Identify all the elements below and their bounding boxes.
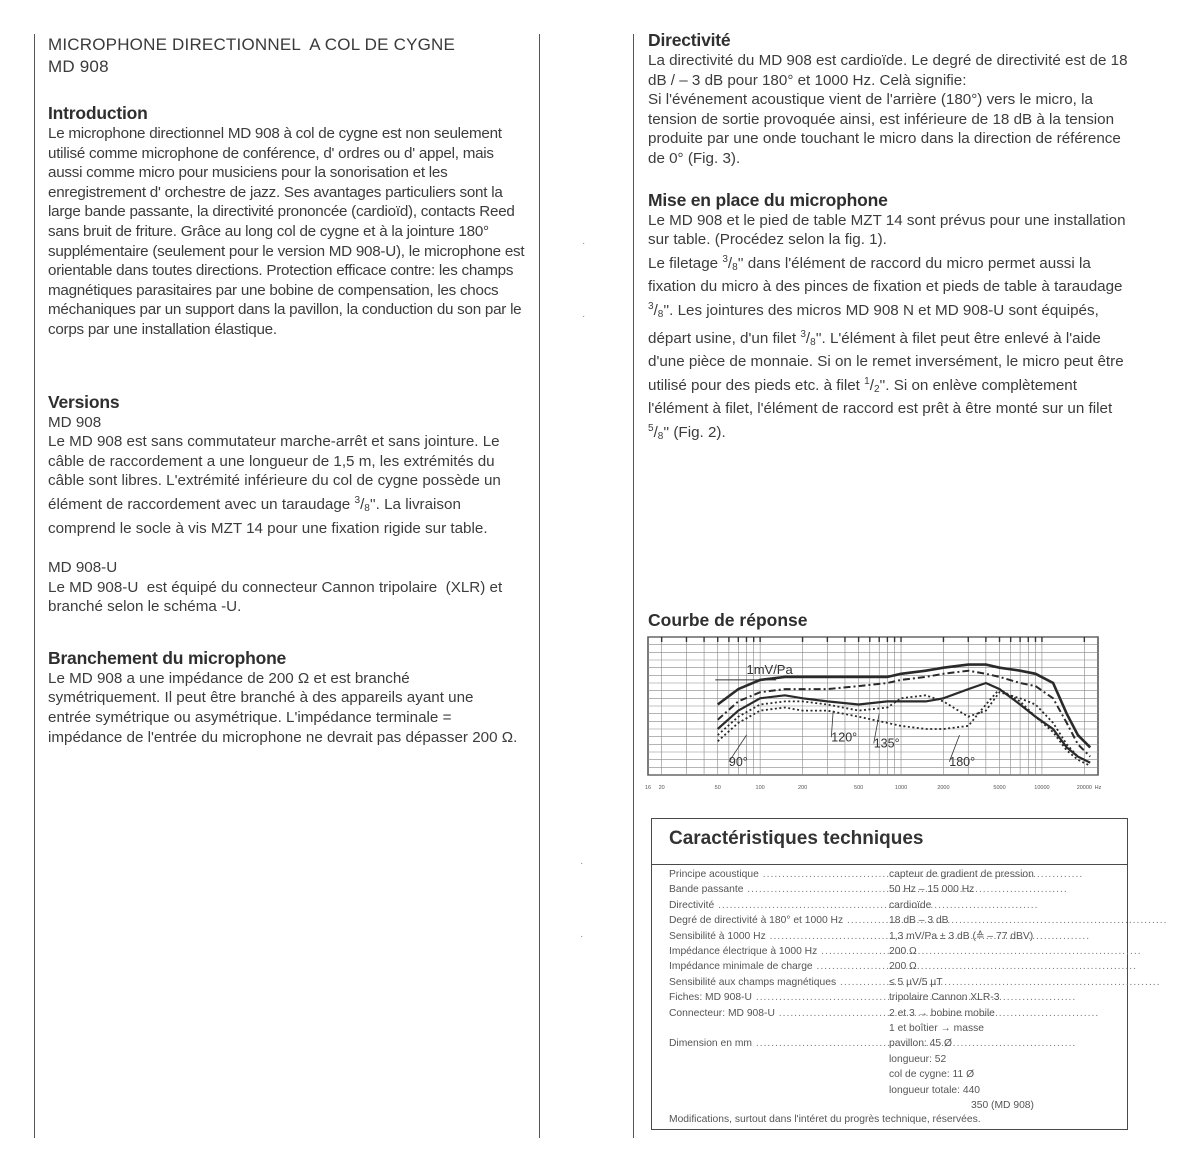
- spec-value: 200 Ω: [889, 961, 917, 973]
- chart-series-label: 180°: [949, 754, 976, 769]
- directivite-text-1: La directivité du MD 908 est cardioïde. Le degré de directivité est de 18 dB / – 3 dB pour 180° et 1000 Hz. Celà signifie:: [648, 52, 1128, 89]
- chart-x-tick-label: 16: [644, 785, 652, 791]
- spec-label: Impédance électrique à 1000 Hz .....: [669, 944, 879, 959]
- specs-divider: [652, 864, 1127, 865]
- directivite-heading: Directivité: [648, 30, 731, 50]
- mise-en-place-heading: Mise en place du microphone: [648, 189, 888, 210]
- chart-x-tick-label: 1000: [894, 785, 908, 791]
- right-column: [648, 29, 1133, 447]
- spec-value: 2 et 3 → bobine mobile: [889, 1007, 995, 1019]
- chart-x-tick-label: Hz: [1094, 785, 1102, 791]
- right-column-rule-left: [633, 34, 634, 1138]
- versions-heading: Versions: [48, 391, 120, 412]
- document-title-line2: MD 908: [48, 57, 109, 76]
- spec-value: pavillon: 45 Ø: [889, 1038, 952, 1050]
- fraction-3-8: $^3$/8: [354, 494, 370, 514]
- specs-title: Caractéristiques techniques: [669, 828, 924, 849]
- chart-x-tick-label: 20: [658, 785, 665, 791]
- introduction-heading: Introduction: [48, 103, 148, 123]
- document-title-line1: MICROPHONE DIRECTIONNEL A COL DE CYGNE: [48, 35, 456, 54]
- spec-label: Impédance minimale de charge .....: [669, 959, 879, 974]
- chart-series-label: 90°: [728, 754, 748, 769]
- gutter-mark: ·: [580, 931, 584, 942]
- branchement-heading: Branchement du microphone: [48, 647, 287, 668]
- spec-value: 200 Ω: [889, 946, 917, 957]
- left-column-rule-left: [34, 34, 35, 1138]
- branchement-text: Le MD 908 a une impédance de 200 Ω et est branché symétriquement. Il peut être branché à des appareils ayant une entrée symétrique ou asymétrique. L'impédance terminale = impédance de l'entrée du microphone ne devrait pas dépasser 200 Ω.: [48, 669, 518, 746]
- spec-value: 18 dB – 3 dB: [889, 915, 949, 927]
- version-md908u-text: Le MD 908-U est équipé du connecteur Cannon tripolaire (XLR) et branché selon le schéma -U.: [48, 578, 511, 616]
- left-column: [48, 34, 528, 747]
- version-md908-name: MD 908: [48, 413, 102, 431]
- spec-value: 1,3 mV/Pa ± 3 dB (≙ – 77 dBV): [889, 930, 1034, 942]
- document-title: [48, 34, 528, 78]
- chart-x-tick-label: 50: [714, 785, 721, 791]
- mise-en-place-text-2: Le filetage $^3$/8'' dans l'élément de raccord du micro permet aussi la fixation du micro à des pinces de fixation et pieds de table à taraudage $^3$/8''. Les jointures des micros MD 908 N et MD 908-U sont équipés, départ usine, d'un filet $^3$/8''. L'élément à filet peut être enlevé à l'aide d'une pièce de monnaie. Si on le remet inversément, le micro peut être utilisé pour des pieds etc. à filet $^1$/2''. Si on enlève complètement l'élément à filet, l'élément de raccord est prêt à être monté sur un filet $^5$/8'' (Fig. 2).: [648, 253, 1124, 442]
- spec-label: Directivité .....: [669, 898, 879, 913]
- spec-label: Sensibilité aux champs magnétiques .....: [669, 975, 879, 990]
- spec-label: Principe acoustique .....: [669, 867, 879, 882]
- chart-x-tick-label: 100: [755, 785, 765, 791]
- spec-value: longueur: 52: [889, 1053, 947, 1065]
- chart-x-tick-label: 200: [797, 785, 808, 791]
- gutter-mark: ·: [582, 238, 586, 249]
- spec-value: capteur de gradient de pression: [889, 869, 1034, 880]
- version-md908-text-a: Le MD 908 est sans commutateur marche-arrêt et sans jointure. Le câble de raccordement a une longueur de 1,5 m, les extrémités du câble sont libres. L'extrémité inférieure du col de cygne possède un élément de raccordement avec un taraudage: [48, 433, 501, 513]
- spec-label: Dimension en mm .....: [669, 1036, 879, 1051]
- spec-value: ≤ 5 µV/5 µT: [889, 976, 943, 988]
- spec-value: longueur totale: 440: [889, 1084, 981, 1096]
- frequency-response-chart: [644, 637, 1128, 793]
- specs-box: [651, 818, 1128, 1130]
- spec-value: cardioïde: [889, 899, 932, 911]
- spec-value: 1 et boîtier → masse: [889, 1023, 984, 1034]
- spec-value: 350 (MD 908): [971, 1100, 1034, 1111]
- chart-x-tick-label: 2000: [937, 785, 950, 791]
- gutter-mark: ·: [580, 858, 584, 869]
- left-column-rule-right: [539, 34, 540, 1138]
- spec-label: Connecteur: MD 908-U .....: [669, 1006, 879, 1021]
- directivite-text-2: Si l'événement acoustique vient de l'arrière (180°) vers le micro, la tension de sortie provoquée ainsi, est inférieure de 18 dB à la tension produite par une onde touchant le micro dans la direction de référence de 0° (Fig. 3).: [648, 91, 1121, 167]
- gutter-mark: ·: [582, 311, 586, 322]
- chart-x-tick-label: 5000: [993, 785, 1006, 791]
- specs-note: Modifications, surtout dans l'intéret du progrès technique, réservées.: [669, 1114, 981, 1125]
- spec-label: Sensibilité à 1000 Hz .....: [669, 929, 879, 944]
- spec-value: col de cygne: 11 Ø: [889, 1069, 975, 1081]
- spec-label: Bande passante .....: [669, 882, 879, 897]
- chart-series-label: 120°: [831, 730, 858, 745]
- chart-x-tick-label: 10000: [1034, 785, 1050, 791]
- introduction-text: Le microphone directionnel MD 908 à col de cygne est non seulement utilisé comme microphone de conférence, d' ordres ou d' appel, mais aussi comme micro pour musiciens pour la sonorisation et les enregistrement d' orchestre de jazz. Ses avantages particuliers sont la large bande passante, la directivité prononcée (cardioïd), contacts Reed sans bruit de friture. Grâce au long col de cygne et à la jointure 180° supplémentaire (seulement pour le version MD 908-U), le microphone est orientable dans toutes directions. Protection efficace contre: les champs magnétiques parasitaires par une bobine de compensation, les chocs méchaniques par un support dans la pavillon, la conduction du son par le corps par une installation élastique.: [48, 125, 525, 338]
- mise-en-place-text-1: Le MD 908 et le pied de table MZT 14 sont prévus pour une installation sur table. (Procédez selon la fig. 1).: [648, 211, 1126, 249]
- chart-series-line: [718, 683, 1090, 763]
- spec-value: 50 Hz – 15 000 Hz: [889, 884, 975, 896]
- chart-x-tick-label: 500: [854, 785, 864, 791]
- spec-value: tripolaire Cannon XLR-3: [889, 992, 1000, 1004]
- spec-label: Degré de directivité à 180° et 1000 Hz .....: [669, 913, 879, 928]
- version-md908-text: [48, 432, 528, 538]
- version-md908-text-b: ''. La livraison comprend le socle à vis MZT 14 pour une fixation rigide sur table.: [48, 495, 488, 537]
- version-md908u-name: MD 908-U: [48, 559, 118, 577]
- chart-scale-label: 1mV/Pa: [746, 661, 793, 677]
- spec-label: Fiches: MD 908-U .....: [669, 990, 879, 1005]
- chart-series-label: 135°: [873, 736, 900, 751]
- response-chart-title: Courbe de réponse: [648, 610, 808, 630]
- chart-x-tick-label: 20000: [1076, 785, 1092, 791]
